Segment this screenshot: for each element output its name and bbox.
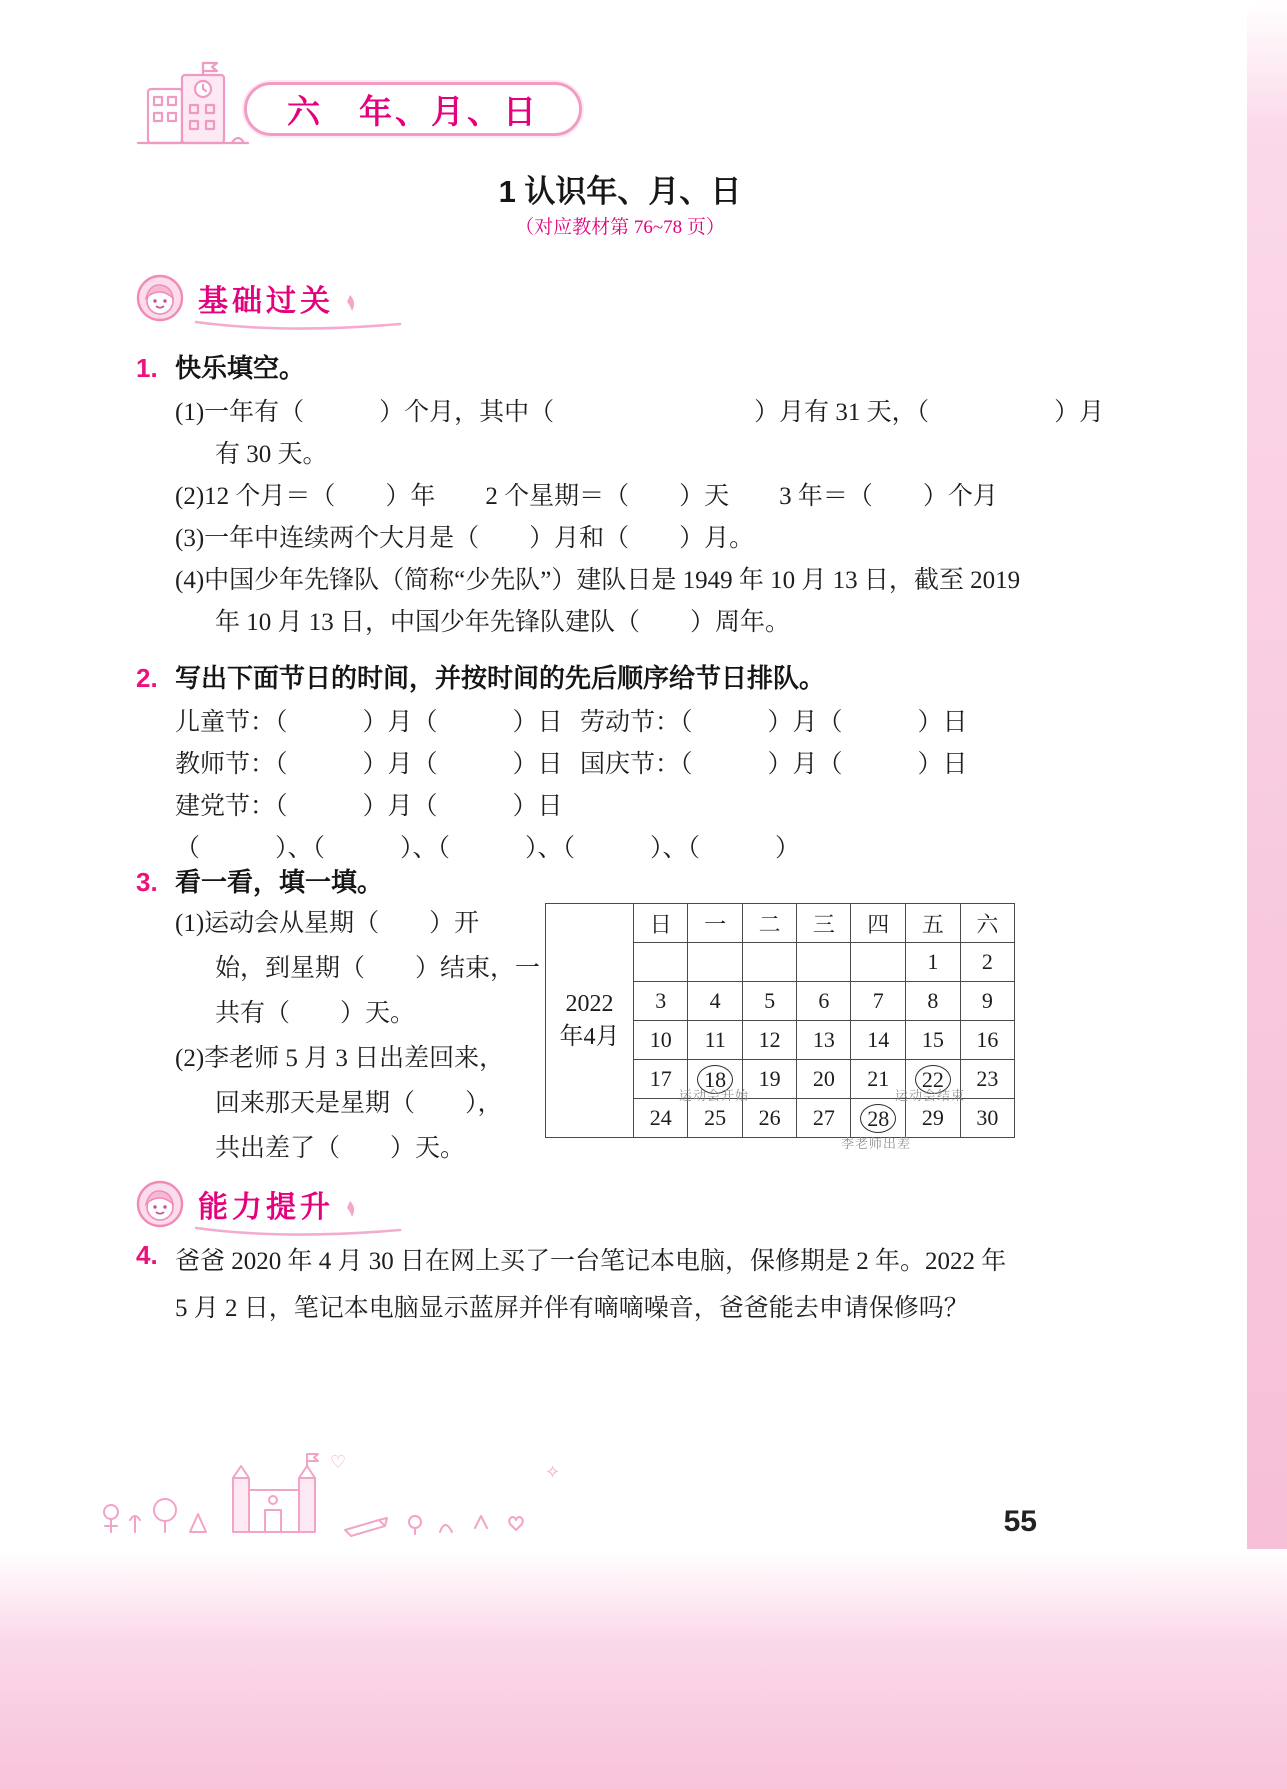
calendar-cell: 1 (906, 943, 961, 982)
right-edge-band (1247, 0, 1287, 1789)
calendar-cell (797, 943, 851, 982)
calendar-day-header: 六 (960, 904, 1014, 943)
section-face-icon (136, 274, 184, 322)
calendar-cell: 19 (742, 1060, 796, 1099)
q2-item: 教师节：（ ）月（ ）日 (175, 751, 563, 778)
question-1-stem: 快乐填空。 (175, 353, 306, 383)
calendar-cell (688, 943, 743, 982)
q1-line: (3)一年中连续两个大月是（ ）月和（ ）月。 (175, 525, 755, 552)
q3-line: (1)运动会从星期（ ）开 (175, 910, 480, 937)
page-number: 55 (1003, 1505, 1037, 1538)
section-advanced-title: 能力提升 (198, 1191, 334, 1224)
q2-row (175, 786, 1075, 828)
calendar (545, 903, 1015, 1153)
calendar-cell: 13 (797, 1021, 851, 1060)
building-illustration (132, 55, 254, 153)
calendar-month-label: 2022 年4月 (546, 904, 634, 1138)
q1-line: 有 30 天。 (215, 441, 328, 468)
calendar-cell (851, 943, 906, 982)
calendar-cell: 7 (851, 982, 906, 1021)
section-basic-title: 基础过关 (198, 285, 334, 318)
q2-item: 儿童节：（ ）月（ ）日 (175, 709, 563, 736)
bottom-edge-band (0, 1549, 1287, 1789)
circled-date: 22 (915, 1065, 951, 1094)
q3-line: (2)李老师 5 月 3 日出差回来， (175, 1045, 505, 1072)
q2-item: 建党节：（ ）月（ ）日 (175, 793, 563, 820)
calendar-cell: 30 (960, 1099, 1014, 1138)
heart-doodle: ♡ (330, 1452, 347, 1472)
question-1-number: 1. (136, 353, 158, 383)
calendar-cell: 9 (960, 982, 1014, 1021)
q2-order-line: （ ）、（ ）、（ ）、（ ）、（ ） (175, 835, 801, 862)
q2-item: 国庆节：（ ）月（ ）日 (580, 751, 968, 778)
section-tail-decoration (342, 1199, 358, 1224)
q2-row (175, 744, 1075, 786)
q1-line: 年 10 月 13 日，中国少年先锋队建队（ ）周年。 (215, 609, 791, 636)
section-underline-decoration (194, 318, 404, 332)
section-basic-header (136, 272, 358, 324)
calendar-cell: 29 (906, 1099, 961, 1138)
calendar-cell (742, 943, 796, 982)
q4-line: 5 月 2 日，笔记本电脑显示蓝屏并伴有嘀嘀噪音，爸爸能去申请保修吗？ (175, 1295, 969, 1322)
calendar-cell: 27 (797, 1099, 851, 1138)
q2-item (580, 786, 1075, 828)
q2-row (175, 702, 1075, 744)
calendar-cell: 8 (906, 982, 961, 1021)
section-tail-decoration (342, 293, 358, 318)
calendar-cell (634, 943, 688, 982)
q1-line: (2)12 个月＝（ ）年 2 个星期＝（ ）天 3 年＝（ ）个月 (175, 483, 998, 510)
calendar-cell: 23 (960, 1060, 1014, 1099)
calendar-cell: 25 (688, 1099, 743, 1138)
q1-line: (4)中国少年先锋队（简称“少先队”）建队日是 1949 年 10 月 13 日，截至 2019 (175, 567, 1021, 594)
calendar-cell: 3 (634, 982, 688, 1021)
calendar-day-header: 三 (797, 904, 851, 943)
question-1-body (175, 392, 1104, 644)
calendar-cell: 4 (688, 982, 743, 1021)
footer-decoration (95, 1438, 535, 1538)
calendar-cell: 11 (688, 1021, 743, 1060)
q1-line: (1)一年有（ ）个月，其中（ ）月有 31 天，（ ）月 (175, 399, 1105, 426)
unit-title: 六 年、月、日 (287, 92, 539, 130)
calendar-annotation: 运动会结束 (894, 1088, 966, 1103)
calendar-day-header: 一 (688, 904, 743, 943)
section-advanced-header (136, 1178, 358, 1230)
calendar-cell: 24 (634, 1099, 688, 1138)
question-2-number: 2. (136, 663, 158, 693)
q3-line: 共出差了（ ）天。 (215, 1135, 466, 1162)
calendar-cell: 26 (742, 1099, 796, 1138)
calendar-annotation: 运动会开始 (678, 1088, 750, 1103)
lesson-title: 1 认识年、月、日 (498, 174, 742, 209)
section-face-icon (136, 1180, 184, 1228)
question-4-head (136, 1240, 175, 1271)
q3-line: 回来那天是星期（ ）， (215, 1090, 503, 1117)
calendar-cell (851, 1099, 906, 1138)
question-4-body (175, 1238, 1006, 1332)
calendar-cell: 6 (797, 982, 851, 1021)
unit-title-pill (244, 82, 582, 136)
calendar-cell: 17 (634, 1060, 688, 1099)
q3-line: 始，到星期（ ）结束，一 (215, 955, 541, 982)
calendar-day-header: 日 (634, 904, 688, 943)
calendar-cell: 14 (851, 1021, 906, 1060)
question-2-stem: 写出下面节日的时间，并按时间的先后顺序给节日排队。 (175, 663, 826, 693)
calendar-cell: 2 (960, 943, 1014, 982)
calendar-cell: 12 (742, 1021, 796, 1060)
lesson-subtitle: （对应教材第 76~78 页） (515, 217, 725, 238)
calendar-day-header: 四 (851, 904, 906, 943)
sparkle-doodle: ✧ (545, 1462, 561, 1482)
circled-date: 28 (860, 1104, 896, 1133)
calendar-cell: 21 (851, 1060, 906, 1099)
calendar-cell: 10 (634, 1021, 688, 1060)
calendar-cell: 16 (960, 1021, 1014, 1060)
calendar-annotation: 李老师出差 (840, 1136, 912, 1151)
calendar-cell: 15 (906, 1021, 961, 1060)
calendar-cell: 20 (797, 1060, 851, 1099)
calendar-day-header: 二 (742, 904, 796, 943)
question-3-head (136, 862, 383, 899)
q3-line: 共有（ ）天。 (215, 1000, 416, 1027)
question-3-number: 3. (136, 867, 158, 897)
calendar-day-header: 五 (906, 904, 961, 943)
section-underline-decoration (194, 1224, 404, 1238)
q2-item: 劳动节：（ ）月（ ）日 (580, 709, 968, 736)
q4-line: 爸爸 2020 年 4 月 30 日在网上买了一台笔记本电脑，保修期是 2 年。2022 年 (175, 1248, 1007, 1275)
question-3-stem: 看一看，填一填。 (175, 867, 384, 897)
circled-date: 18 (697, 1065, 733, 1094)
question-3-body (175, 901, 575, 1171)
question-2-body (175, 702, 1075, 870)
question-2-head (136, 658, 825, 695)
question-1-head (136, 348, 305, 385)
calendar-cell: 5 (742, 982, 796, 1021)
question-4-number: 4. (136, 1240, 158, 1270)
unit-banner (132, 55, 552, 155)
